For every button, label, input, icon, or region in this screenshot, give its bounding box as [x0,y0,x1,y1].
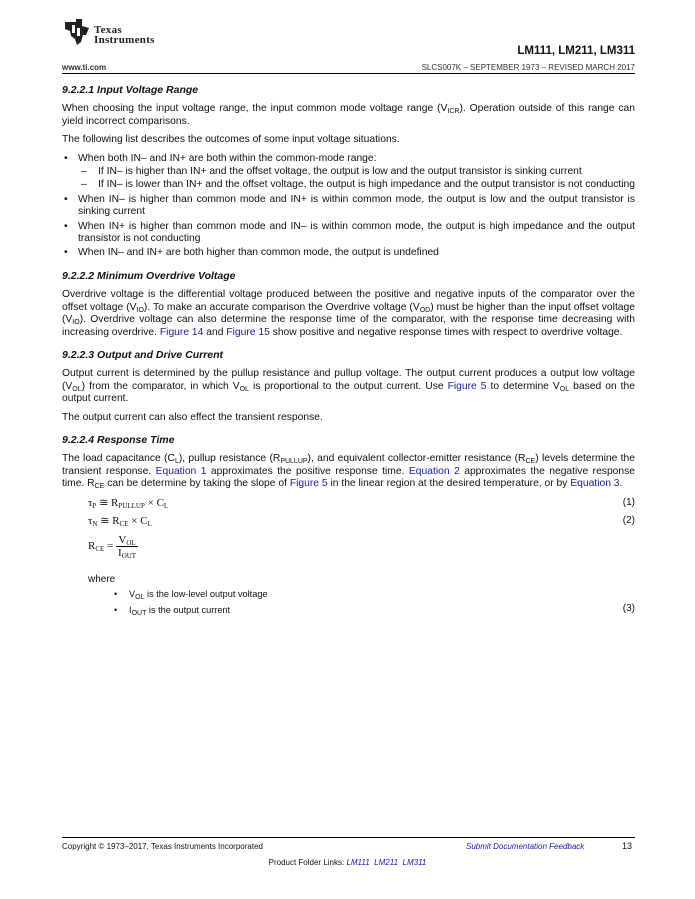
paragraph: The following list describes the outcomes of some input voltage situations. [62,134,400,146]
section-heading-input-voltage-range: 9.2.2.1 Input Voltage Range [62,84,199,96]
paragraph: Overdrive voltage is the differential voltage produced between the positive and negative inputs of the comparator over the offset voltage $(V_{IO})$. To make an accurate comparison the Overdrive voltage $(V_{OD})$ must be higher than the input offset voltage $(V_{IO})$. Overdrive voltage can also determine the response time of the comparator, with the response time decreasing with increasing overdrive. Figure 14 and Figure 15 show positive and negative response times with respect to overdrive voltage. [62,289,635,338]
figure-14-link[interactable]: Figure 14 [159,326,204,338]
bullet-list [62,153,635,260]
figure-5-link[interactable]: Figure 5 [447,380,487,392]
equation-3-link[interactable]: Equation 3 [570,478,620,490]
equation-3: $R_{CE}$ = $\frac{V_{OL}}{I_{OUT}}$ [88,533,137,560]
page-number: 13 [622,841,633,851]
equation-1: $\tau_P$ ≅ $R_{PULLUP} \times C_L$ (1) [88,496,635,510]
lm111-link[interactable]: LM111 [346,858,370,867]
equation-number: (1) [622,496,635,508]
list-item: • When IN+ is higher than common mode and IN– is within common mode, the output is high impedance and the output transistor is not conducting [62,221,635,246]
list-item: • $I_{OUT}$ is the output current (3) [62,604,635,616]
main-content [62,84,635,621]
lm211-link[interactable]: LM211 [374,858,399,867]
part-numbers: LM111, LM211, LM311 [517,45,635,57]
figure-15-link[interactable]: Figure 15 [226,326,270,338]
ti-logo [62,18,172,48]
logo-line-1: Texas [94,24,122,36]
equation-1-link[interactable]: Equation 1 [155,465,207,477]
list-item: • When IN– and IN+ are both higher than common mode, the output is undefined [62,247,635,259]
paragraph: When choosing the input voltage range, the input common mode voltage range $(V_{ICR})$. Operation outside of this range can yield incorrect comparisons. [62,103,635,127]
copyright: Copyright © 1973–2017, Texas Instruments Incorporated [62,842,263,851]
paragraph: Output current is determined by the pullup resistance and pullup voltage. The output current produces a output low voltage $(V_{OL})$ from the comparator, in which $V_{OL}$ is proportional to the output current. Use Figure 5 to determine $V_{OL}$ based on the output current. [62,368,635,405]
list-item: • When both IN– and IN+ are both within the common-mode range: – If IN– is higher than IN+ and the offset voltage, the output is low and the output transistor is sinking current – If IN– is lower than IN+ and the offset voltage, the output is high impedance and the output transistor is not conducting [62,153,635,192]
where-label: where [88,573,116,585]
ti-logo-icon [62,18,92,46]
section-heading-output-drive-current: 9.2.2.3 Output and Drive Current [62,348,224,361]
website-link[interactable]: www.ti.com [62,63,107,72]
sub-list [78,166,635,192]
equation-number: (3) [622,603,635,615]
paragraph: The output current can also effect the transient response. [62,411,323,423]
paragraph: The load capacitance $(C_L)$, pullup resistance $(R_{PULLUP})$, and equivalent collector-emitter resistance $(R_{CE})$ levels determine the transient response. Equation 1 approximates the positive response time. Equation 2 approximates the negative response time. $R_{CE}$ can be determine by taking the slope of Figure 5 in the linear region at the desired temperature, or by Equation 3. [62,453,635,491]
doc-revision: SLCS007K – SEPTEMBER 1973 – REVISED MARCH 2017 [421,63,635,72]
equation-2-link[interactable]: Equation 2 [408,465,460,477]
submit-feedback-link[interactable]: Submit Documentation Feedback [466,842,585,851]
figure-5-link[interactable]: Figure 5 [289,478,328,490]
list-item: • When IN– is higher than common mode and IN+ is within common mode, the output is low and the output transistor is sinking current [62,194,635,219]
equation-number: (2) [622,514,635,526]
where-list [62,588,635,617]
section-heading-response-time: 9.2.2.4 Response Time [62,433,175,446]
header-rule [62,73,635,74]
list-item: • $V_{OL}$ is the low-level output voltage [62,588,635,600]
logo-line-2: Instruments [94,34,155,46]
footer-rule [62,837,635,838]
lm311-link[interactable]: LM311 [402,858,427,867]
equation-2: $\tau_N$ ≅ $R_{CE} \times C_L$ (2) [88,514,635,528]
fraction: $\frac{V_{OL}}{I_{OUT}}$ [118,533,137,560]
list-item: – If IN– is lower than IN+ and the offset voltage, the output is high impedance and the output transistor is not conducting [78,179,635,191]
list-item: – If IN– is higher than IN+ and the offset voltage, the output is low and the output transistor is sinking current [78,166,635,178]
section-heading-minimum-overdrive: 9.2.2.2 Minimum Overdrive Voltage [62,269,236,282]
product-folder-links: Product Folder Links: LM111 LM211 LM311 [268,858,427,867]
